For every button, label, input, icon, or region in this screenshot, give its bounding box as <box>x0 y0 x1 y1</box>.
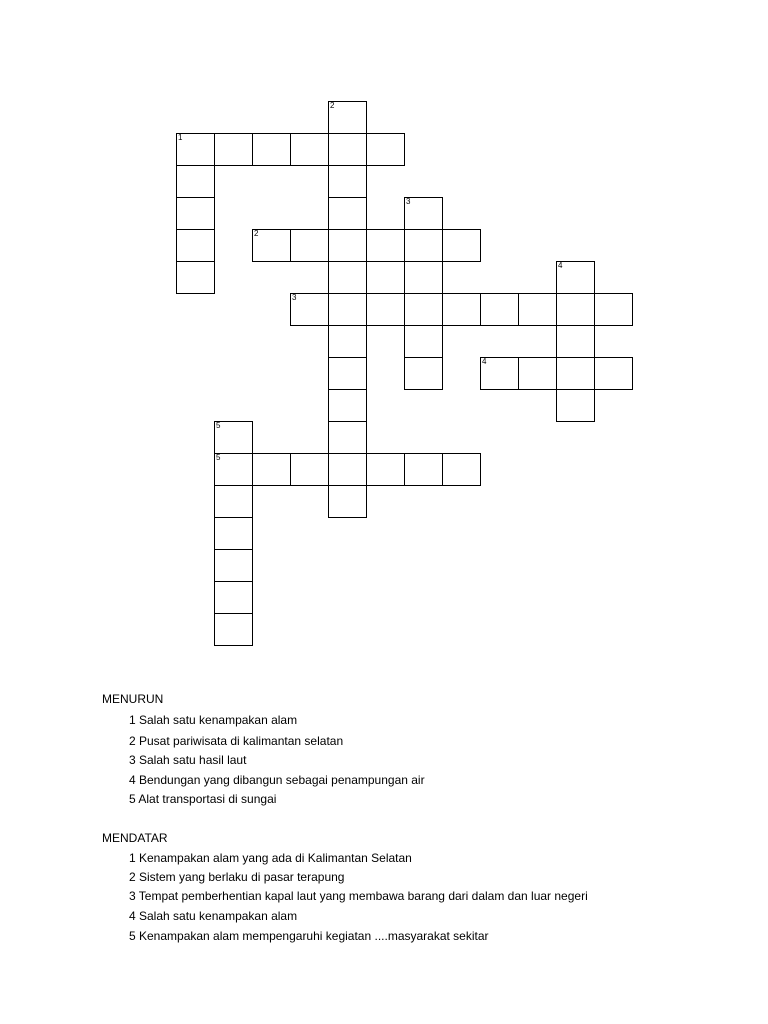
crossword-cell[interactable] <box>252 453 291 486</box>
menurun-clue-1: 1 Salah satu kenampakan alam <box>129 713 298 727</box>
crossword-cell[interactable] <box>442 229 481 262</box>
crossword-cell[interactable] <box>556 293 595 326</box>
clue-number: 4 <box>558 261 563 270</box>
clue-number: 3 <box>292 293 297 302</box>
crossword-cell[interactable] <box>176 165 215 198</box>
crossword-cell[interactable] <box>556 389 595 422</box>
crossword-cell[interactable] <box>328 261 367 294</box>
crossword-cell[interactable] <box>404 293 443 326</box>
crossword-cell[interactable] <box>214 485 253 518</box>
clue-number: 4 <box>482 357 487 366</box>
crossword-cell[interactable] <box>404 261 443 294</box>
crossword-cell[interactable] <box>214 453 253 486</box>
crossword-cell[interactable] <box>518 357 557 390</box>
crossword-cell[interactable] <box>328 229 367 262</box>
menurun-clue-4: 4 Bendungan yang dibangun sebagai penampungan air <box>129 773 425 787</box>
crossword-cell[interactable] <box>176 261 215 294</box>
menurun-clue-3: 3 Salah satu hasil laut <box>129 753 247 767</box>
crossword-cell[interactable] <box>328 421 367 454</box>
crossword-cell[interactable] <box>366 293 405 326</box>
crossword-cell[interactable] <box>404 357 443 390</box>
crossword-cell[interactable] <box>214 581 253 614</box>
crossword-cell[interactable] <box>328 357 367 390</box>
crossword-cell[interactable] <box>480 357 519 390</box>
crossword-cell[interactable] <box>366 261 405 294</box>
crossword-cell[interactable] <box>290 229 329 262</box>
crossword-cell[interactable] <box>404 325 443 358</box>
crossword-cell[interactable] <box>290 133 329 166</box>
crossword-cell[interactable] <box>328 453 367 486</box>
crossword-cell[interactable] <box>214 549 253 582</box>
crossword-cell[interactable] <box>594 293 633 326</box>
crossword-cell[interactable] <box>328 325 367 358</box>
crossword-cell[interactable] <box>290 293 329 326</box>
crossword-cell[interactable] <box>328 165 367 198</box>
clue-number: 1 <box>178 133 183 142</box>
clue-number: 3 <box>406 197 411 206</box>
crossword-cell[interactable] <box>556 325 595 358</box>
clue-number: 2 <box>330 101 335 110</box>
crossword-cell[interactable] <box>328 197 367 230</box>
crossword-cell[interactable] <box>594 357 633 390</box>
mendatar-clue-4: 4 Salah satu kenampakan alam <box>129 909 298 923</box>
crossword-cell[interactable] <box>328 101 367 134</box>
menurun-heading: MENURUN <box>102 692 164 706</box>
crossword-cell[interactable] <box>214 421 253 454</box>
crossword-cell[interactable] <box>176 197 215 230</box>
crossword-cell[interactable] <box>404 229 443 262</box>
crossword-cell[interactable] <box>518 293 557 326</box>
menurun-clue-2: 2 Pusat pariwisata di kalimantan selatan <box>129 734 344 748</box>
crossword-cell[interactable] <box>442 293 481 326</box>
mendatar-heading: MENDATAR <box>102 831 168 845</box>
crossword-cell[interactable] <box>404 453 443 486</box>
crossword-cell[interactable] <box>404 197 443 230</box>
crossword-cell[interactable] <box>366 453 405 486</box>
crossword-cell[interactable] <box>328 293 367 326</box>
clue-number: 2 <box>254 229 259 238</box>
crossword-cell[interactable] <box>214 613 253 646</box>
crossword-cell[interactable] <box>214 517 253 550</box>
crossword-cell[interactable] <box>556 261 595 294</box>
mendatar-clue-3: 3 Tempat pemberhentian kapal laut yang membawa barang dari dalam dan luar negeri <box>129 889 588 903</box>
crossword-cell[interactable] <box>366 133 405 166</box>
crossword-cell[interactable] <box>252 229 291 262</box>
crossword-cell[interactable] <box>366 229 405 262</box>
crossword-cell[interactable] <box>328 133 367 166</box>
crossword-cell[interactable] <box>328 389 367 422</box>
mendatar-clue-1: 1 Kenampakan alam yang ada di Kalimantan Selatan <box>129 851 412 865</box>
crossword-cell[interactable] <box>328 485 367 518</box>
crossword-cell[interactable] <box>214 133 253 166</box>
clue-number: 5 <box>216 421 221 430</box>
crossword-cell[interactable] <box>252 133 291 166</box>
crossword-cell[interactable] <box>176 133 215 166</box>
crossword-cell[interactable] <box>480 293 519 326</box>
clue-number: 5 <box>216 453 221 462</box>
menurun-clue-5: 5 Alat transportasi di sungai <box>129 792 277 806</box>
mendatar-clue-5: 5 Kenampakan alam mempengaruhi kegiatan ....masyarakat sekitar <box>129 929 489 943</box>
mendatar-clue-2: 2 Sistem yang berlaku di pasar terapung <box>129 870 345 884</box>
crossword-cell[interactable] <box>556 357 595 390</box>
crossword-cell[interactable] <box>290 453 329 486</box>
crossword-cell[interactable] <box>442 453 481 486</box>
crossword-cell[interactable] <box>176 229 215 262</box>
